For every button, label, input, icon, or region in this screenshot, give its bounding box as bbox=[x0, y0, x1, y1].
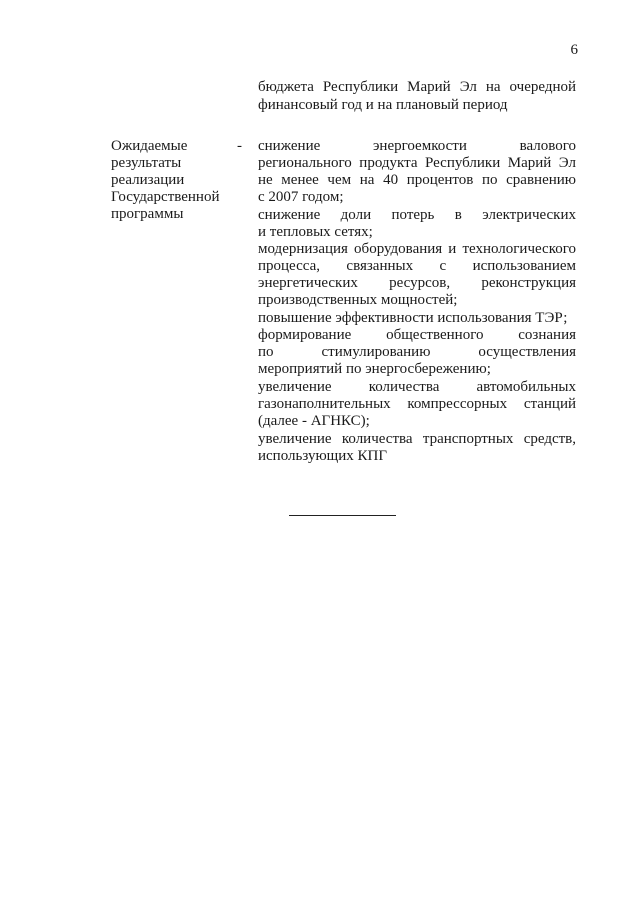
result-line: снижение доли потерь в электрических bbox=[258, 207, 576, 223]
result-line: снижение энергоемкости валового bbox=[258, 138, 576, 154]
row-dash: - bbox=[237, 138, 242, 154]
result-line: и тепловых сетях; bbox=[258, 224, 373, 240]
result-line: процесса, связанных с использованием bbox=[258, 258, 576, 274]
result-line: мероприятий по энергосбережению; bbox=[258, 361, 491, 377]
row-label-line: результаты bbox=[111, 155, 182, 171]
result-line: не менее чем на 40 процентов по сравнению bbox=[258, 172, 576, 188]
result-line: с 2007 годом; bbox=[258, 189, 344, 205]
result-line: газонаполнительных компрессорных станций bbox=[258, 396, 576, 412]
result-line: энергетических ресурсов, реконструкция bbox=[258, 275, 576, 291]
row-label-line: Государственной bbox=[111, 189, 220, 205]
end-rule bbox=[289, 515, 396, 516]
result-line: увеличение количества транспортных средств, bbox=[258, 431, 576, 447]
result-line: регионального продукта Республики Марий Эл bbox=[258, 155, 576, 171]
result-line: использующих КПГ bbox=[258, 448, 387, 464]
budget-line: финансовый год и на плановый период bbox=[258, 97, 508, 113]
result-line: производственных мощностей; bbox=[258, 292, 458, 308]
page-number: 6 bbox=[570, 42, 578, 58]
result-line: формирование общественного сознания bbox=[258, 327, 576, 343]
result-line: модернизация оборудования и технологического bbox=[258, 241, 576, 257]
row-label-line: Ожидаемые bbox=[111, 138, 188, 154]
row-label-line: программы bbox=[111, 206, 184, 222]
result-line: по стимулированию осуществления bbox=[258, 344, 576, 360]
budget-line: бюджета Республики Марий Эл на очередной bbox=[258, 79, 576, 95]
result-line: увеличение количества автомобильных bbox=[258, 379, 576, 395]
row-label-line: реализации bbox=[111, 172, 185, 188]
result-line: (далее - АГНКС); bbox=[258, 413, 370, 429]
result-line: повышение эффективности использования ТЭР; bbox=[258, 310, 568, 326]
